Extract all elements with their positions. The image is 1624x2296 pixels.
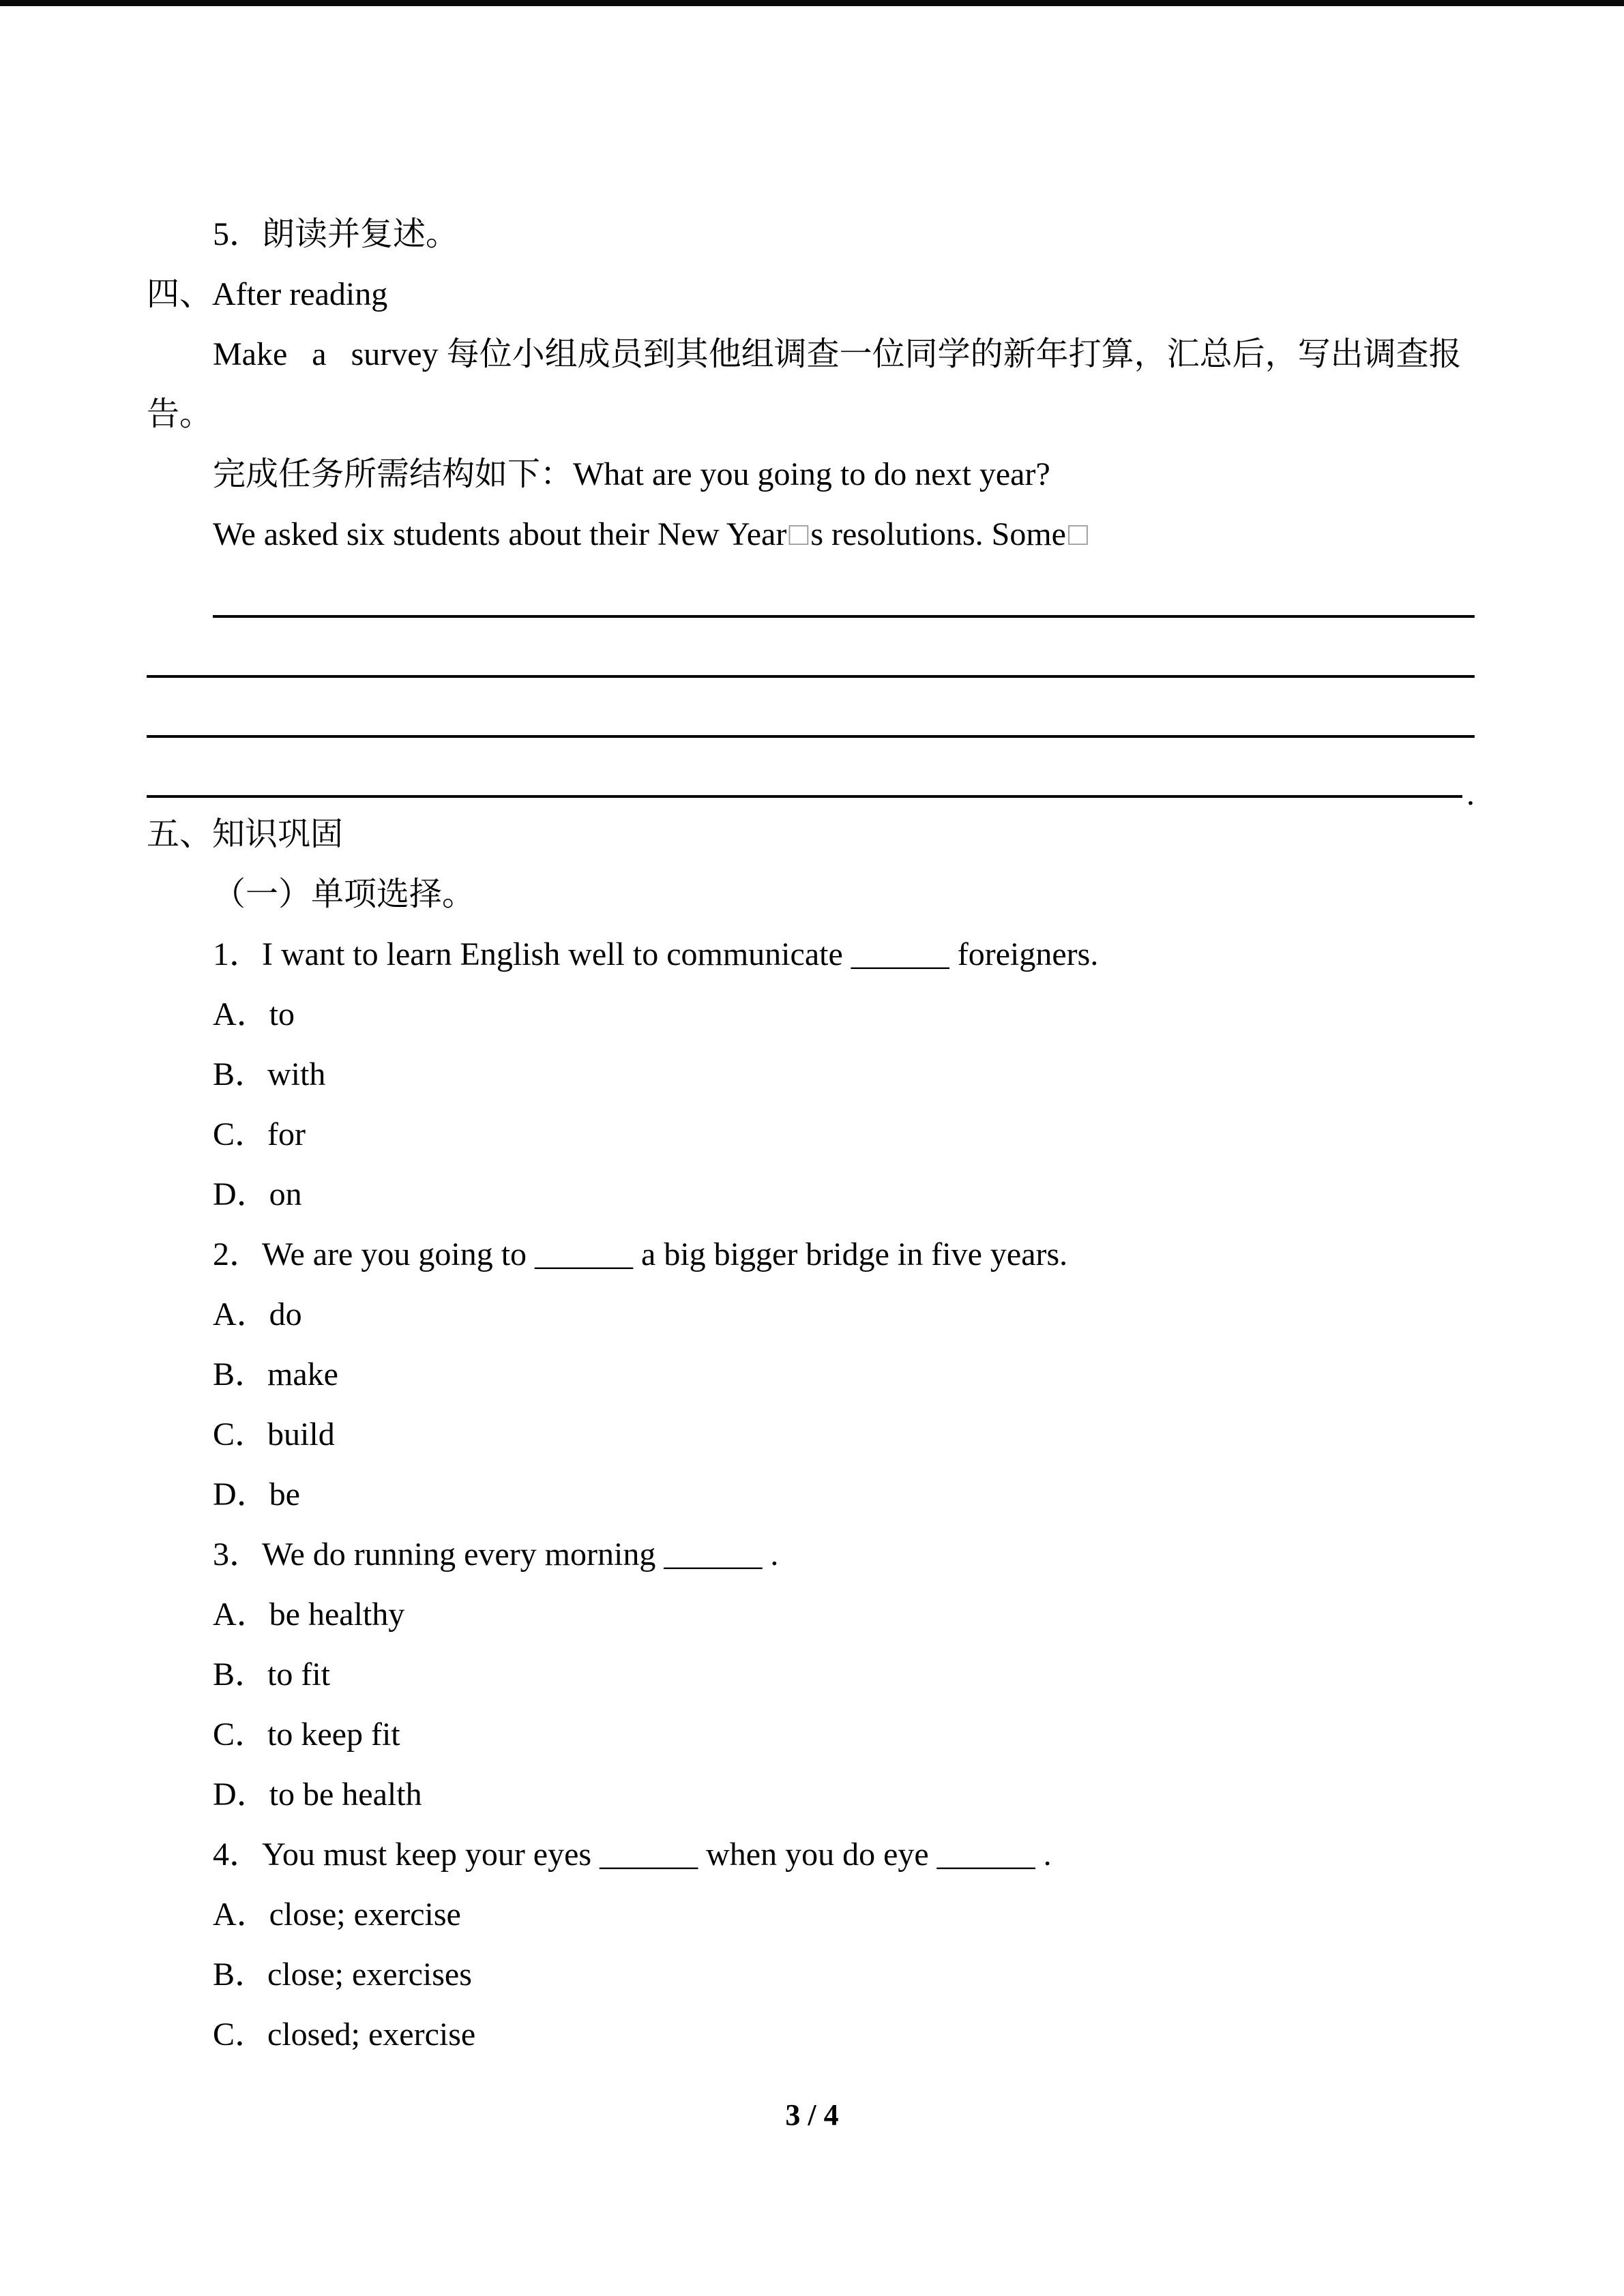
page-footer — [0, 2095, 1624, 2136]
we-asked-part2: s resolutions. Some — [810, 516, 1066, 552]
survey-instruction-line1: Make a survey 每位小组成员到其他组调查一位同学的新年打算，汇总后，写出调查报 — [213, 336, 1462, 372]
question-4-option-a: A．close; exercise — [213, 1896, 461, 1933]
question-3: 3．We do running every morning ______ . — [213, 1536, 779, 1572]
we-asked-part1: We asked six students about their New Year — [213, 516, 787, 552]
answer-line-rule — [147, 675, 1475, 678]
question-3-option-a: A．be healthy — [213, 1596, 405, 1632]
question-2-option-c: C．build — [213, 1416, 335, 1452]
answer-line-3 — [147, 685, 1475, 745]
question-3-option-c: C．to keep fit — [213, 1716, 400, 1753]
question-1-option-c: C．for — [213, 1116, 306, 1152]
question-3-option-b: B．to fit — [213, 1656, 331, 1693]
answer-line-rule — [147, 795, 1462, 798]
section-heading-after-reading: 四、After reading — [147, 276, 388, 312]
question-4-option-b: B．close; exercises — [213, 1956, 472, 1993]
answer-line-2 — [147, 625, 1475, 685]
answer-line-rule — [213, 615, 1475, 618]
question-4: 4．You must keep your eyes ______ when you do eye ______ . — [213, 1836, 1052, 1873]
scan-edge-artifact — [0, 0, 1624, 6]
question-2: 2．We are you going to ______ a big bigger bridge in five years. — [213, 1236, 1068, 1272]
answer-line-rule — [147, 735, 1475, 738]
page-number: 3 / 4 — [785, 2098, 839, 2132]
question-2-option-d: D．be — [213, 1476, 300, 1512]
answer-line-4 — [147, 745, 1475, 812]
task-structure-line: 完成任务所需结构如下：What are you going to do next year? — [213, 456, 1050, 492]
question-3-option-d: D．to be health — [213, 1776, 422, 1813]
missing-glyph-box: □ — [788, 516, 809, 552]
missing-glyph-box: □ — [1067, 516, 1088, 552]
we-asked-line — [147, 505, 1475, 565]
question-1: 1．I want to learn English well to communicate ______ foreigners. — [213, 936, 1099, 972]
section-heading-knowledge: 五、知识巩固 — [147, 816, 344, 852]
question-1-option-a: A．to — [213, 996, 295, 1032]
line-end-period: . — [1466, 776, 1475, 812]
question-1-option-b: B．with — [213, 1056, 326, 1092]
answer-line-1 — [147, 565, 1475, 625]
question-2-option-a: A．do — [213, 1296, 302, 1332]
question-4-option-c: C．closed; exercise — [213, 2016, 476, 2053]
exercise-step-5: 5．朗读并复述。 — [213, 216, 459, 252]
worksheet-content — [147, 205, 1475, 2065]
question-1-option-d: D．on — [213, 1176, 302, 1212]
survey-instruction-line2: 告。 — [147, 396, 213, 432]
question-2-option-b: B．make — [213, 1356, 338, 1392]
subsection-heading-single-choice: （一）单项选择。 — [213, 876, 475, 912]
